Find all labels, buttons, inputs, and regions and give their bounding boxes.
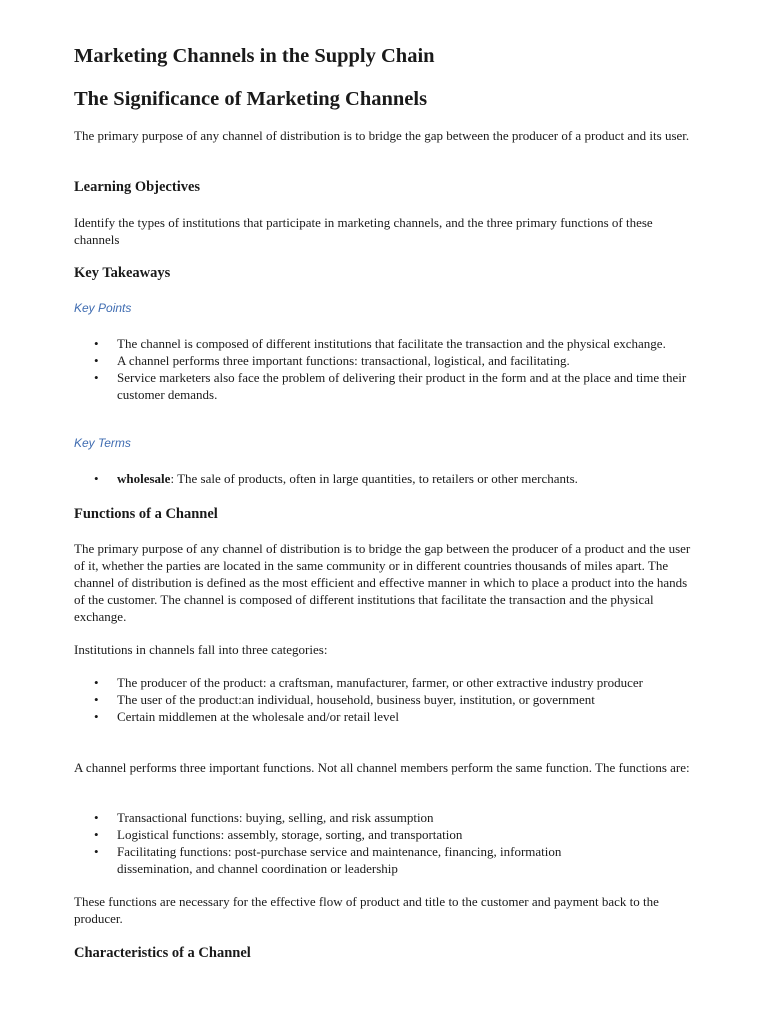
key-terms-label: Key Terms (74, 436, 131, 450)
key-points-label: Key Points (74, 301, 132, 315)
intro-paragraph: The primary purpose of any channel of distribution is to bridge the gap between the producer of a product and its user. (74, 128, 690, 143)
key-term-definition: : The sale of products, often in large quantities, to retailers or other merchants. (170, 471, 578, 486)
list-item: • The user of the product:an individual, household, business buyer, institution, or government (94, 691, 694, 708)
list-item: • Transactional functions: buying, selling, and risk assumption (94, 809, 694, 826)
list-item: • A channel performs three important functions: transactional, logistical, and facilitating. (94, 352, 694, 369)
learning-objectives-text: Identify the types of institutions that participate in marketing channels, and the three primary functions of these channels (74, 215, 653, 247)
functions-paragraph-3: A channel performs three important functions. Not all channel members perform the same function. The functions are: (74, 760, 690, 775)
key-takeaways-heading: Key Takeaways (74, 265, 171, 281)
document-subtitle: The Significance of Marketing Channels (74, 88, 428, 110)
list-item: • The producer of the product: a craftsman, manufacturer, farmer, or other extractive industry producer (94, 674, 694, 691)
functions-paragraph-1: The primary purpose of any channel of distribution is to bridge the gap between the producer of a product and the user of it, whether the parties are located in the same community or in different countries thousands of miles apart. The channel of distribution is defined as the most efficient and effective manner in which to place a product into the hands of the customer. The channel is composed of different institutions that facilitate the transaction and the physical exchange. (74, 541, 691, 624)
list-item: • Logistical functions: assembly, storage, sorting, and transportation (94, 826, 694, 843)
document-title: Marketing Channels in the Supply Chain (74, 45, 435, 67)
functions-list (94, 809, 694, 877)
list-item: • Facilitating functions: post-purchase service and maintenance, financing, information dissemination, and channel coordination or leadership (94, 843, 694, 877)
categories-list (94, 674, 694, 725)
key-term: wholesale (117, 471, 171, 486)
functions-paragraph-4: These functions are necessary for the effective flow of product and title to the customer and payment back to the producer. (74, 894, 659, 926)
list-item (94, 470, 694, 487)
functions-heading: Functions of a Channel (74, 506, 218, 522)
characteristics-heading: Characteristics of a Channel (74, 945, 251, 961)
functions-paragraph-2: Institutions in channels fall into three categories: (74, 642, 328, 657)
list-item: • The channel is composed of different institutions that facilitate the transaction and the physical exchange. (94, 335, 694, 352)
learning-objectives-heading: Learning Objectives (74, 179, 201, 195)
list-item: • Service marketers also face the problem of delivering their product in the form and at the place and time their customer demands. (94, 369, 694, 403)
key-points-list (94, 335, 694, 403)
key-terms-list (94, 470, 694, 487)
list-item: • Certain middlemen at the wholesale and/or retail level (94, 708, 694, 725)
